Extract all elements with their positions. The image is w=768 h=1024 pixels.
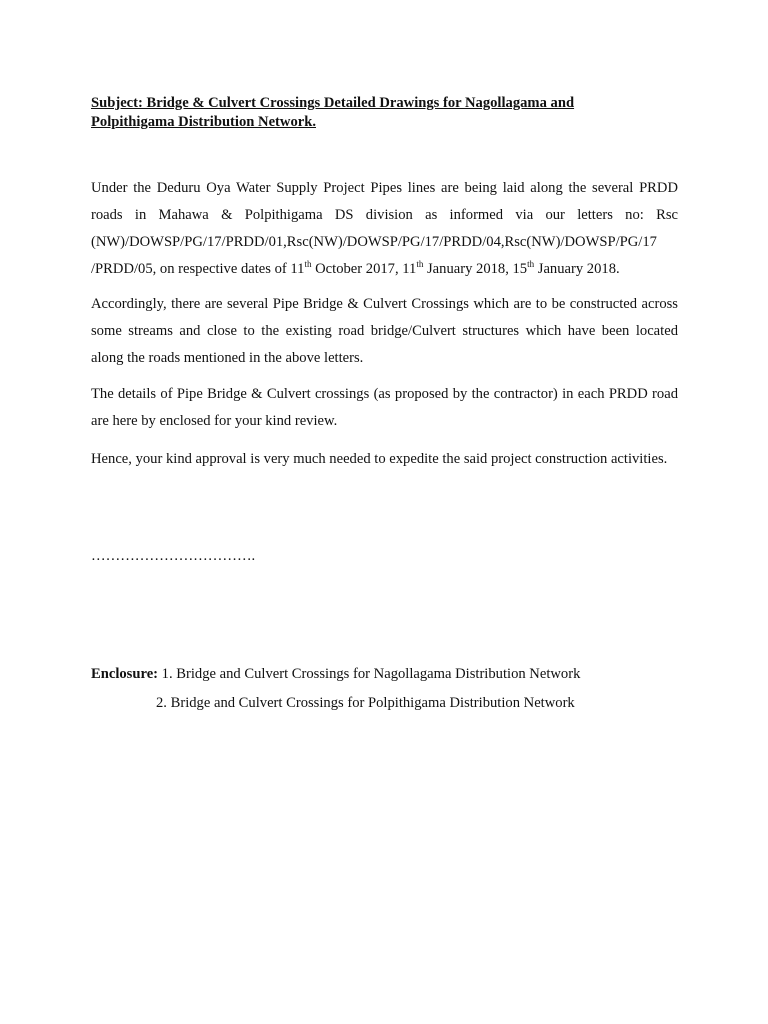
paragraph-crossings bbox=[91, 291, 678, 372]
dates-text-3: January 2018, 15 bbox=[423, 261, 528, 277]
subject-line-2: Polpithigama Distribution Network. bbox=[91, 114, 316, 130]
paragraph-intro-line-2: roads in Mahawa & Polpithigama DS division as informed via our letters no: Rsc bbox=[91, 207, 678, 223]
dates-text-2: October 2017, 11 bbox=[311, 261, 417, 277]
dates-text-1: /PRDD/05, on respective dates of 11 bbox=[91, 261, 305, 277]
subject-line-1: Subject: Bridge & Culvert Crossings Detailed Drawings for Nagollagama and bbox=[91, 95, 575, 111]
paragraph-approval-text: Hence, your kind approval is very much needed to expedite the said project construction activities. bbox=[91, 451, 668, 467]
enclosure-label: Enclosure: bbox=[91, 666, 159, 682]
ordinal-suffix-1: th bbox=[304, 259, 312, 270]
dates-text-4: January 2018. bbox=[534, 261, 620, 277]
paragraph-crossings-line-3: along the roads mentioned in the above letters. bbox=[91, 350, 364, 366]
enclosure-item-1: 1. Bridge and Culvert Crossings for Nagollagama Distribution Network bbox=[158, 666, 581, 682]
subject-heading bbox=[91, 94, 691, 132]
paragraph-crossings-line-1: Accordingly, there are several Pipe Bridge & Culvert Crossings which are to be constructed across bbox=[91, 296, 678, 312]
paragraph-approval bbox=[91, 446, 678, 473]
paragraph-intro bbox=[91, 175, 678, 283]
paragraph-details-line-2: are here by enclosed for your kind review. bbox=[91, 413, 338, 429]
paragraph-details bbox=[91, 381, 678, 435]
enclosure-section bbox=[91, 660, 691, 718]
paragraph-details-line-1: The details of Pipe Bridge & Culvert crossings (as proposed by the contractor) in each PRDD road bbox=[91, 386, 678, 402]
enclosure-item-2: 2. Bridge and Culvert Crossings for Polpithigama Distribution Network bbox=[156, 695, 575, 711]
paragraph-intro-line-3: (NW)/DOWSP/PG/17/PRDD/01,Rsc(NW)/DOWSP/PG/17/PRDD/04,Rsc(NW)/DOWSP/PG/17 bbox=[91, 234, 657, 250]
signature-placeholder: ……………………………. bbox=[91, 548, 256, 564]
enclosure-line-1 bbox=[91, 660, 691, 689]
ordinal-suffix-2: th bbox=[416, 259, 424, 270]
paragraph-intro-line-4 bbox=[91, 256, 678, 283]
paragraph-intro-line-1: Under the Deduru Oya Water Supply Project Pipes lines are being laid along the several PRDD bbox=[91, 180, 678, 196]
ordinal-suffix-3: th bbox=[527, 259, 535, 270]
paragraph-crossings-line-2: some streams and close to the existing road bridge/Culvert structures which have been located bbox=[91, 323, 678, 339]
